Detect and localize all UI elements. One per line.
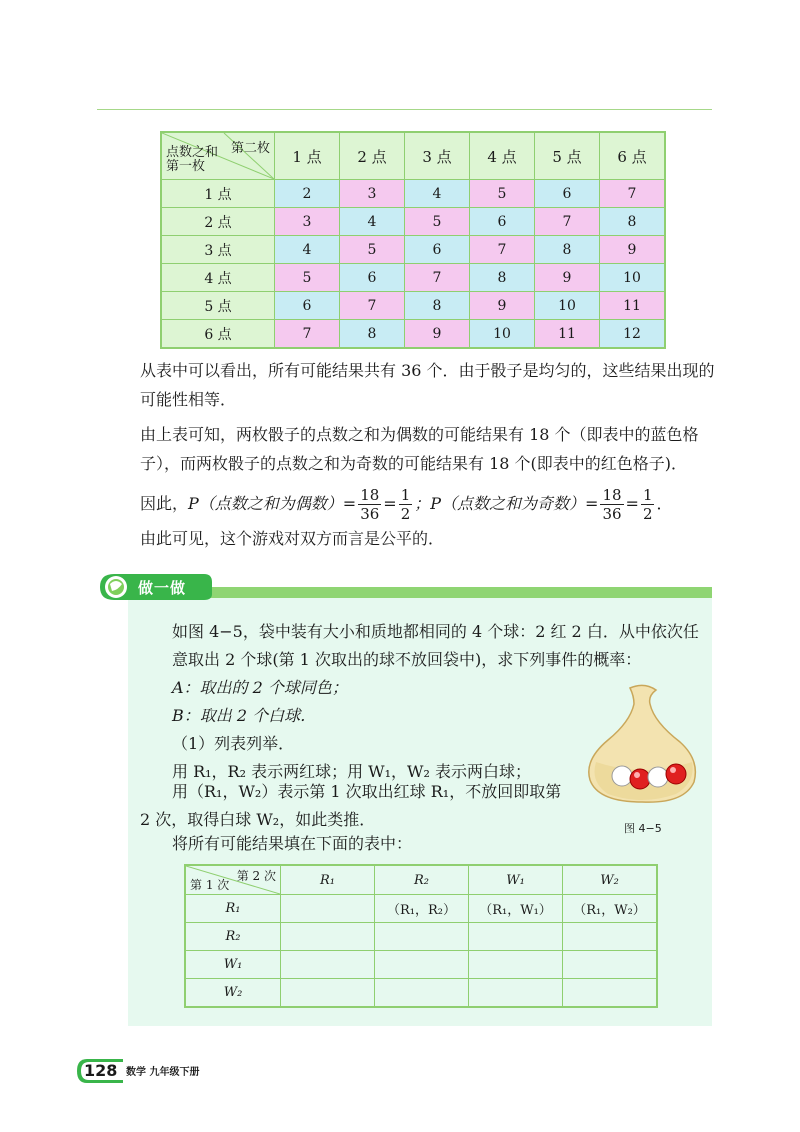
fraction-1-2	[641, 486, 655, 523]
column-header: 1 点	[275, 132, 340, 180]
table-cell: 7	[535, 208, 600, 236]
corner-first-die: 第一枚	[166, 159, 206, 174]
table-cell: 6	[470, 208, 535, 236]
table-cell	[375, 979, 469, 1008]
column-header: R₂	[375, 865, 469, 895]
activity-banner	[100, 572, 712, 600]
equals-sign: =	[625, 494, 639, 513]
fraction-denominator: 36	[360, 505, 380, 523]
table-cell: 9	[405, 320, 470, 349]
column-header: 5 点	[535, 132, 600, 180]
fraction-18-36	[358, 486, 381, 523]
table-cell	[563, 923, 658, 951]
outcome-table	[184, 864, 658, 1008]
table-cell: 7	[600, 180, 666, 208]
activity-intro	[172, 618, 712, 674]
table-cell	[281, 979, 375, 1008]
table-cell: （R₁，R₂）	[375, 895, 469, 923]
book-title: 数学 九年级下册	[126, 1067, 200, 1078]
table-cell: 8	[405, 292, 470, 320]
table-row	[161, 292, 665, 320]
step-one: （1）列表列举．	[172, 734, 295, 753]
table-cell: 5	[405, 208, 470, 236]
table-cell	[375, 923, 469, 951]
table-row	[185, 979, 657, 1008]
column-header: 2 点	[340, 132, 405, 180]
table-cell	[375, 951, 469, 979]
column-header: 3 点	[405, 132, 470, 180]
table-cell: 3	[275, 208, 340, 236]
equation-end: ．	[656, 494, 673, 513]
table-cell: 4	[275, 236, 340, 264]
top-divider	[97, 109, 712, 110]
fraction-numerator: 18	[602, 486, 622, 504]
fraction-18-36	[600, 486, 623, 523]
table-cell: 7	[340, 292, 405, 320]
table-cell	[469, 923, 563, 951]
activity-title: 做一做	[138, 579, 187, 597]
banner-bar	[200, 587, 712, 598]
table-cell	[563, 979, 658, 1008]
table-cell: 7	[470, 236, 535, 264]
equation-prefix: 因此，	[140, 494, 189, 513]
table-cell	[469, 951, 563, 979]
fraction-denominator: 2	[400, 505, 411, 523]
row-header: 2 点	[161, 208, 275, 236]
notation-line: 用 R₁，R₂ 表示两红球；用 W₁，W₂ 表示两白球；	[172, 762, 531, 781]
dice-sum-table	[160, 131, 666, 349]
table-cell: 5	[275, 264, 340, 292]
activity-intro-text: 如图 4−5，袋中装有大小和质地都相同的 4 个球：2 红 2 白．从中依次任意取出 2 个球(第 1 次取出的球不放回袋中)，求下列事件的概率：	[172, 622, 699, 669]
paragraph-even-odd: 由上表可知，两枚骰子的点数之和为偶数的可能结果有 18 个（即表中的蓝色格子），而两枚骰子的点数之和为奇数的可能结果有 18 个(即表中的红色格子)．	[140, 425, 699, 473]
column-header: W₁	[469, 865, 563, 895]
table-cell: 10	[535, 292, 600, 320]
table-cell	[563, 951, 658, 979]
table-cell: 11	[535, 320, 600, 349]
outcome-table-corner	[185, 865, 281, 895]
table-cell: 6	[275, 292, 340, 320]
table-cell: （R₁，W₁）	[469, 895, 563, 923]
table-row	[161, 208, 665, 236]
table-cell	[281, 895, 375, 923]
table-cell: 10	[600, 264, 666, 292]
table-row	[161, 320, 665, 349]
row-header: 6 点	[161, 320, 275, 349]
corner-second-die: 第二枚	[230, 141, 270, 156]
table-cell: 6	[535, 180, 600, 208]
corner-second-draw: 第 2 次	[236, 869, 276, 883]
table-row	[185, 895, 657, 923]
fraction-numerator: 18	[360, 486, 380, 504]
fraction-numerator: 1	[400, 486, 411, 504]
table-cell: 11	[600, 292, 666, 320]
table-row	[161, 236, 665, 264]
table-cell	[469, 979, 563, 1008]
row-header: 3 点	[161, 236, 275, 264]
column-header: R₁	[281, 865, 375, 895]
table-row	[161, 180, 665, 208]
table-cell	[281, 951, 375, 979]
table-cell	[281, 923, 375, 951]
table-cell: 5	[470, 180, 535, 208]
equation-odd-label: ；P（点数之和为奇数）=	[414, 494, 599, 513]
table-cell: 7	[405, 264, 470, 292]
probability-equation	[140, 486, 673, 523]
table-row	[185, 951, 657, 979]
row-header: 5 点	[161, 292, 275, 320]
fraction-1-2	[399, 486, 413, 523]
table-cell: 9	[535, 264, 600, 292]
paragraph-outcomes: 从表中可以看出，所有可能结果共有 36 个．由于骰子是均匀的，这些结果出现的可能性相等．	[140, 361, 715, 409]
row-header: R₂	[185, 923, 281, 951]
row-header: W₂	[185, 979, 281, 1008]
column-header: 4 点	[470, 132, 535, 180]
table-cell: 2	[275, 180, 340, 208]
table-cell: 10	[470, 320, 535, 349]
fraction-denominator: 2	[642, 505, 653, 523]
bag-with-balls-illustration	[584, 682, 704, 806]
table-cell: 8	[340, 320, 405, 349]
table-cell: 5	[340, 236, 405, 264]
row-header: 1 点	[161, 180, 275, 208]
table-cell: 6	[405, 236, 470, 264]
table-cell: 4	[340, 208, 405, 236]
event-b: B：取出 2 个白球．	[172, 706, 317, 725]
column-header: W₂	[563, 865, 658, 895]
page-number: 128	[84, 1061, 118, 1080]
table-cell: 9	[470, 292, 535, 320]
table-cell: 8	[470, 264, 535, 292]
column-header: 6 点	[600, 132, 666, 180]
figure-caption: 图 4−5	[624, 822, 662, 835]
fraction-denominator: 36	[602, 505, 622, 523]
table-cell: 8	[600, 208, 666, 236]
equals-sign: =	[383, 494, 397, 513]
table-row	[185, 923, 657, 951]
fraction-numerator: 1	[642, 486, 653, 504]
table-cell: 7	[275, 320, 340, 349]
dice-header-row	[161, 132, 665, 180]
table-cell: 12	[600, 320, 666, 349]
fill-instruction: 将所有可能结果填在下面的表中：	[172, 834, 413, 853]
table-cell: 3	[340, 180, 405, 208]
outcome-header-row	[185, 865, 657, 895]
event-a: A：取出的 2 个球同色；	[172, 678, 348, 697]
row-header: 4 点	[161, 264, 275, 292]
corner-first-draw: 第 1 次	[190, 878, 230, 892]
table-cell: 8	[535, 236, 600, 264]
table-cell: 9	[600, 236, 666, 264]
dice-table-corner	[161, 132, 275, 180]
row-header: R₁	[185, 895, 281, 923]
table-cell: 6	[340, 264, 405, 292]
row-header: W₁	[185, 951, 281, 979]
table-row	[161, 264, 665, 292]
paragraph-fair-game: 由此可见，这个游戏对双方而言是公平的．	[140, 529, 445, 548]
table-cell: 4	[405, 180, 470, 208]
equation-even-label: P（点数之和为偶数）=	[188, 494, 357, 513]
notation-example: 用（R₁，W₂）表示第 1 次取出红球 R₁，不放回即取第 2 次，取得白球 W₂，如此类推．	[140, 782, 562, 829]
table-cell: （R₁，W₂）	[563, 895, 658, 923]
corner-sum: 点数之和	[166, 145, 219, 160]
